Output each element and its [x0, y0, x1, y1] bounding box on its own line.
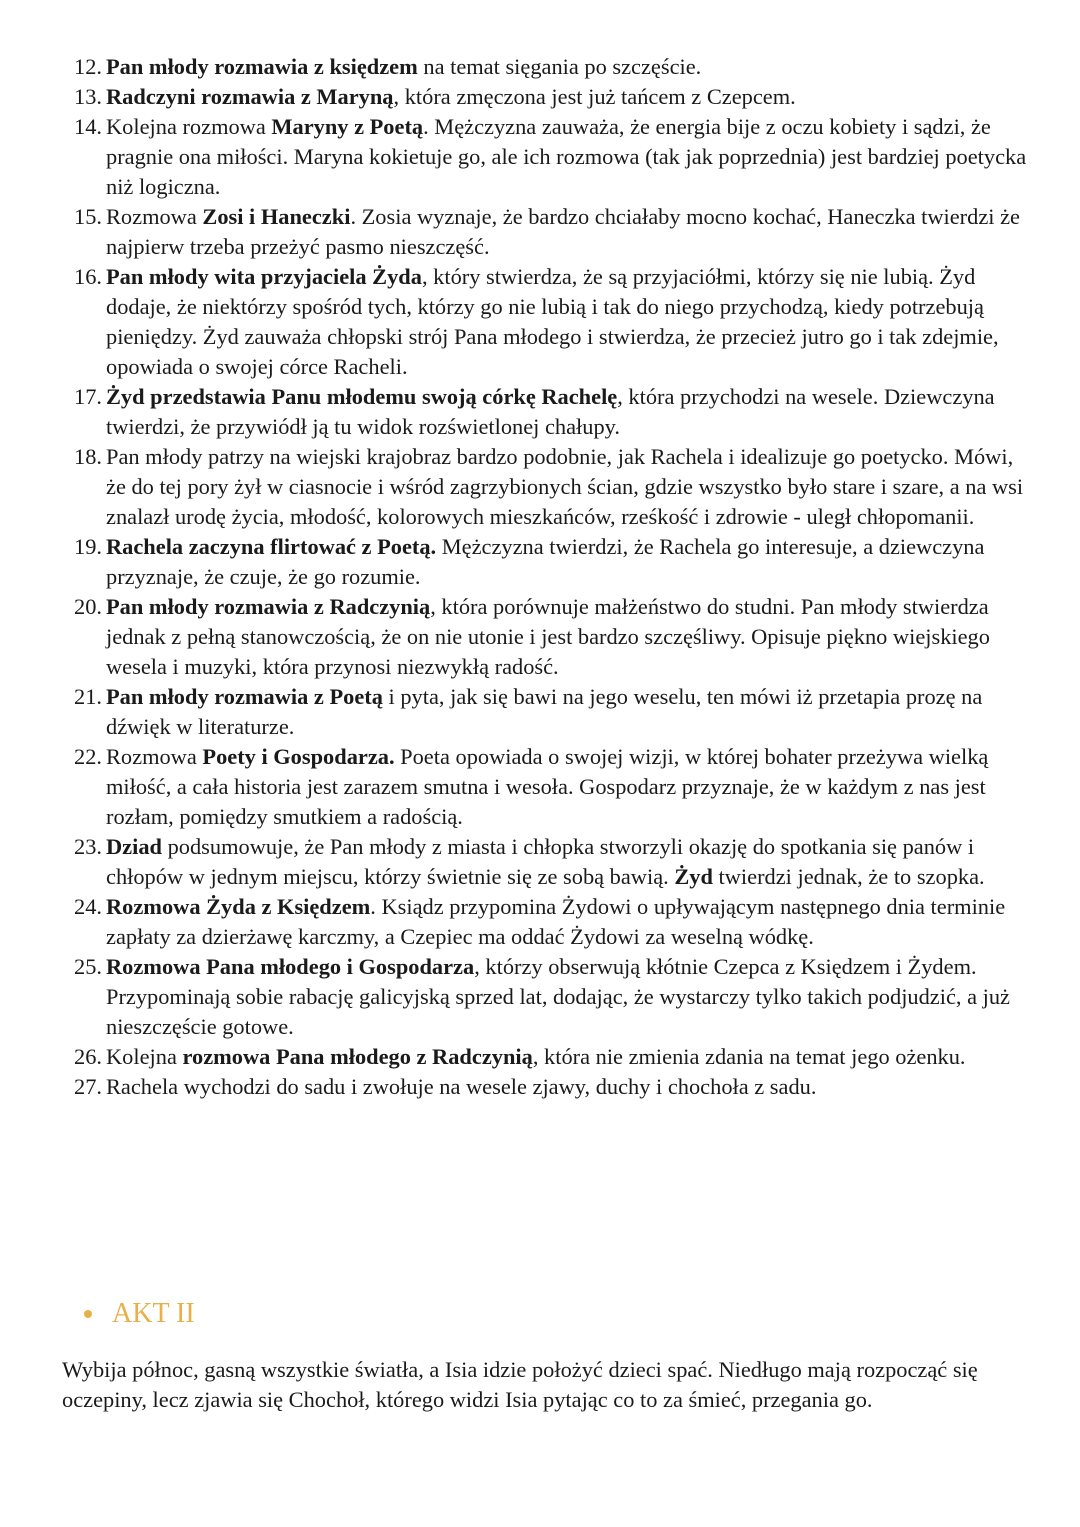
list-item: [74, 532, 1034, 592]
list-item-text: , którzy obserwują kłótnie Czepca z Księdzem i Żydem. Przypominają sobie rabację galicyjską sprzed lat, dodając, że wystarczy tylko takich podjudzić, a już nieszczęście gotowe.: [106, 954, 1010, 1039]
list-item: [74, 832, 1034, 892]
list-item-bold-text: Poety i Gospodarza.: [202, 744, 395, 769]
list-item-text: , która nie zmienia zdania na temat jego ożenku.: [532, 1044, 966, 1069]
list-item-text: i pyta, jak się bawi na jego weselu, ten mówi iż przetapia prozę na dźwięk w literaturze.: [106, 684, 983, 739]
list-item-bold-text: Dziad: [106, 834, 162, 859]
list-item-number: 12.: [74, 54, 102, 79]
list-item-text: Mężczyzna twierdzi, że Rachela go interesuje, a dziewczyna przyznaje, że czuje, że go rozumie.: [106, 534, 985, 589]
list-item: [74, 1072, 1034, 1102]
list-item-text: Rozmowa: [106, 204, 203, 229]
list-item: [74, 382, 1034, 442]
section-paragraph: Wybija północ, gasną wszystkie światła, a Isia idzie położyć dzieci spać. Niedługo mają rozpocząć się oczepiny, lecz zjawia się Chochoł, którego widzi Isia pytając co to za śmieć, przegania go.: [62, 1357, 978, 1412]
list-item-number: 23.: [74, 834, 102, 859]
list-item-text: na temat sięgania po szczęście.: [417, 54, 702, 79]
list-item: [74, 442, 1034, 532]
list-item-number: 17.: [74, 384, 102, 409]
list-item: [74, 592, 1034, 682]
bullet-icon: [84, 1310, 92, 1318]
list-item-bold-text: Pan młody rozmawia z księdzem: [106, 54, 418, 79]
list-item-bold-text: Pan młody rozmawia z Radczynią: [106, 594, 431, 619]
list-item-number: 25.: [74, 954, 102, 979]
list-item-number: 22.: [74, 744, 102, 769]
list-item-text: Rachela wychodzi do sadu i zwołuje na wesele zjawy, duchy i chochoła z sadu.: [106, 1074, 817, 1099]
list-item-bold-text: Żyd: [674, 864, 713, 889]
list-item-text: , która zmęczona jest już tańcem z Czepcem.: [393, 84, 796, 109]
list-item-number: 13.: [74, 84, 102, 109]
section-heading: [84, 1296, 195, 1332]
list-item-text: podsumowuje, że Pan młody z miasta i chłopka stworzyli okazję do spotkania się panów i chłopów w jednym miejscu, którzy świetnie się ze sobą bawią.: [106, 834, 975, 889]
list-item-number: 26.: [74, 1044, 102, 1069]
list-item-text: . Zosia wyznaje, że bardzo chciałaby mocno kochać, Haneczka twierdzi że najpierw trzeba przeżyć pasmo nieszczęść.: [106, 204, 1020, 259]
section-heading-text: AKT II: [112, 1298, 195, 1329]
list-item: [74, 952, 1034, 1042]
list-item-bold-text: Pan młody rozmawia z Poetą: [106, 684, 383, 709]
list-item: [74, 262, 1034, 382]
list-item-number: 27.: [74, 1074, 102, 1099]
list-item: [74, 1042, 1034, 1072]
list-item-text: , która przychodzi na wesele. Dziewczyna twierdzi, że przywiódł ją tu widok rozświetlonej chałupy.: [106, 384, 995, 439]
list-item-number: 19.: [74, 534, 102, 559]
list-item-bold-text: Żyd przedstawia Panu młodemu swoją córkę Rachelę: [106, 384, 618, 409]
list-item-bold-text: rozmowa Pana młodego z Radczynią: [182, 1044, 533, 1069]
list-item-text: twierdzi jednak, że to szopka.: [712, 864, 985, 889]
list-item-number: 18.: [74, 444, 102, 469]
list-item-text: Kolejna: [106, 1044, 183, 1069]
list-item: [74, 742, 1034, 832]
list-item: [74, 112, 1034, 202]
list-item-bold-text: Zosi i Haneczki: [202, 204, 351, 229]
list-item-text: Pan młody patrzy na wiejski krajobraz bardzo podobnie, jak Rachela i idealizuje go poetycko. Mówi, że do tej pory żył w ciasnocie i wśród zagrzybionych ścian, gdzie wszystko było stare i szare, a na wsi znalazł urodę życia, młodość, kolorowych mieszkańców, rześkość i zdrowie - uległ chłopomanii.: [106, 444, 1024, 529]
list-item-number: 20.: [74, 594, 102, 619]
list-item-number: 24.: [74, 894, 102, 919]
list-item-bold-text: Rozmowa Żyda z Księdzem: [106, 894, 371, 919]
list-item-bold-text: Maryny z Poetą: [271, 114, 424, 139]
list-item-text: , która porównuje małżeństwo do studni. Pan młody stwierdza jednak z pełną stanowczością, że on nie utonie i jest bardzo szczęśliwy. Opisuje piękno wiejskiego wesela i muzyki, która przynosi niezwykłą radość.: [106, 594, 990, 679]
list-item-bold-text: Pan młody wita przyjaciela Żyda: [106, 264, 422, 289]
list-item-text: Poeta opowiada o swojej wizji, w której bohater przeżywa wielką miłość, a cała historia jest zarazem smutna i wesoła. Gospodarz przyznaje, że w każdym z nas jest rozłam, pomiędzy smutkiem a radością.: [106, 744, 989, 829]
list-item-number: 14.: [74, 114, 102, 139]
list-item: [74, 682, 1034, 742]
list-item-number: 16.: [74, 264, 102, 289]
list-item: [74, 202, 1034, 262]
list-item: [74, 82, 1034, 112]
list-item-text: . Mężczyzna zauważa, że energia bije z oczu kobiety i sądzi, że pragnie ona miłości. Maryna kokietuje go, ale ich rozmowa (tak jak poprzednia) jest bardziej poetycka niż logiczna.: [106, 114, 1027, 199]
list-item-text: Kolejna rozmowa: [106, 114, 272, 139]
list-item: [74, 52, 1034, 82]
list-item-number: 15.: [74, 204, 102, 229]
scene-list: [74, 52, 1034, 1102]
list-item-text: Rozmowa: [106, 744, 203, 769]
list-item-text: . Ksiądz przypomina Żydowi o upływającym następnego dnia terminie zapłaty za dzierżawę karczmy, a Czepiec ma oddać Żydowi za weselną wódkę.: [106, 894, 1006, 949]
list-item: [74, 892, 1034, 952]
list-item-number: 21.: [74, 684, 102, 709]
list-item-bold-text: Rachela zaczyna flirtować z Poetą.: [106, 534, 437, 559]
list-item-text: , który stwierdza, że są przyjaciółmi, którzy się nie lubią. Żyd dodaje, że niektórzy spośród tych, którzy go nie lubią i tak do niego przychodzą, kiedy potrzebują pieniędzy. Żyd zauważa chłopski strój Pana młodego i stwierdza, że przecież jutro go i tak zdejmie, opowiada o swojej córce Racheli.: [106, 264, 999, 379]
list-item-bold-text: Radczyni rozmawia z Maryną: [106, 84, 394, 109]
list-item-bold-text: Rozmowa Pana młodego i Gospodarza: [106, 954, 475, 979]
